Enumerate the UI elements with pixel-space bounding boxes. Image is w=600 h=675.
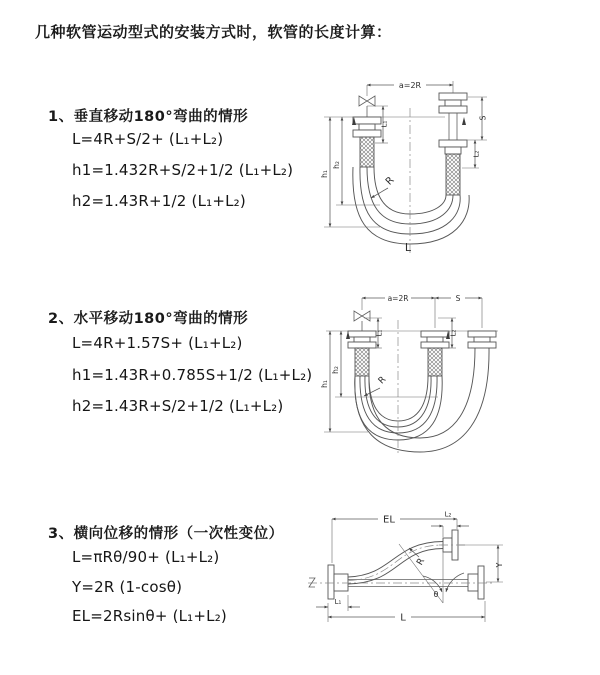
section3-formula-EL: EL=2Rsinθ+ (L₁+L₂)	[72, 607, 227, 625]
valve-icon	[354, 311, 370, 331]
left-flange-fitting	[353, 117, 381, 137]
hose-u-loop-shifted	[355, 348, 489, 452]
dim-label-l: L	[400, 612, 406, 624]
dim-label-h2: h₂	[331, 366, 340, 374]
diagram-lateral-displacement	[298, 503, 598, 645]
section2-heading: 2、水平移动180°弯曲的情形	[48, 311, 249, 327]
dim-label-h1: h₁	[320, 380, 329, 388]
dim-label-el: EL	[383, 514, 395, 526]
section3-formula-L: L=πRθ/90+ (L₁+L₂)	[72, 548, 220, 566]
page-title: 几种软管运动型式的安装方式时，软管的长度计算：	[35, 23, 392, 41]
dim-label-theta: θ	[433, 590, 439, 599]
section2-formula-h2: h2=1.43R+S/2+1/2 (L₁+L₂)	[72, 397, 284, 415]
flow-arrow-icon	[462, 117, 466, 125]
diagram-vertical-180-bend	[308, 68, 593, 266]
section1-formula-h2: h2=1.43R+1/2 (L₁+L₂)	[72, 192, 246, 210]
dim-label-radius: R	[383, 174, 397, 188]
dim-label-l1: L₁	[375, 329, 384, 337]
dim-label-h2: h₂	[332, 161, 341, 169]
dim-label-radius: R	[415, 556, 428, 568]
middle-flange-fitting	[421, 331, 449, 348]
dim-label-l1: L₁	[334, 598, 342, 606]
dim-label-y: Y	[495, 562, 504, 568]
diagram-horizontal-180-bend	[308, 282, 600, 464]
dim-label-s: S	[478, 115, 488, 121]
left-flange-fitting	[348, 331, 376, 348]
lower-right-flange-fitting	[468, 566, 484, 599]
dim-label-a2r: a=2R	[387, 294, 409, 303]
section1-heading: 1、垂直移动180°弯曲的情形	[48, 109, 249, 125]
dim-label-l2: L₂	[472, 150, 481, 158]
valve-icon	[359, 96, 375, 117]
centerline-break-icon	[309, 578, 315, 587]
dim-label-s: S	[455, 294, 461, 303]
left-braided-hose	[360, 137, 374, 167]
right-flange-fitting	[468, 331, 496, 348]
middle-braided-hose	[428, 348, 442, 376]
dim-label-l2: L₂	[449, 329, 458, 337]
dim-label-h1: h₁	[320, 170, 329, 178]
section2-formula-h1: h1=1.43R+0.785S+1/2 (L₁+L₂)	[72, 366, 313, 384]
section3-formula-Y: Y=2R (1-cosθ)	[72, 578, 183, 596]
section1-formula-L: L=4R+S/2+ (L₁+L₂)	[72, 130, 224, 148]
section2-formula-L: L=4R+1.57S+ (L₁+L₂)	[72, 334, 243, 352]
left-flange-fitting	[328, 565, 348, 599]
dim-label-l2: L₂	[444, 510, 452, 519]
left-braided-hose	[355, 348, 369, 376]
section3-heading: 3、横向位移的情形（一次性变位）	[48, 526, 284, 542]
dim-label-a2r: a=2R	[398, 81, 422, 90]
right-braided-hose	[446, 154, 460, 195]
section1-formula-h1: h1=1.432R+S/2+1/2 (L₁+L₂)	[72, 161, 294, 179]
dim-label-l1: L₁	[380, 120, 389, 128]
dim-label-radius: R	[376, 374, 389, 387]
dim-label-length: L	[404, 241, 412, 254]
